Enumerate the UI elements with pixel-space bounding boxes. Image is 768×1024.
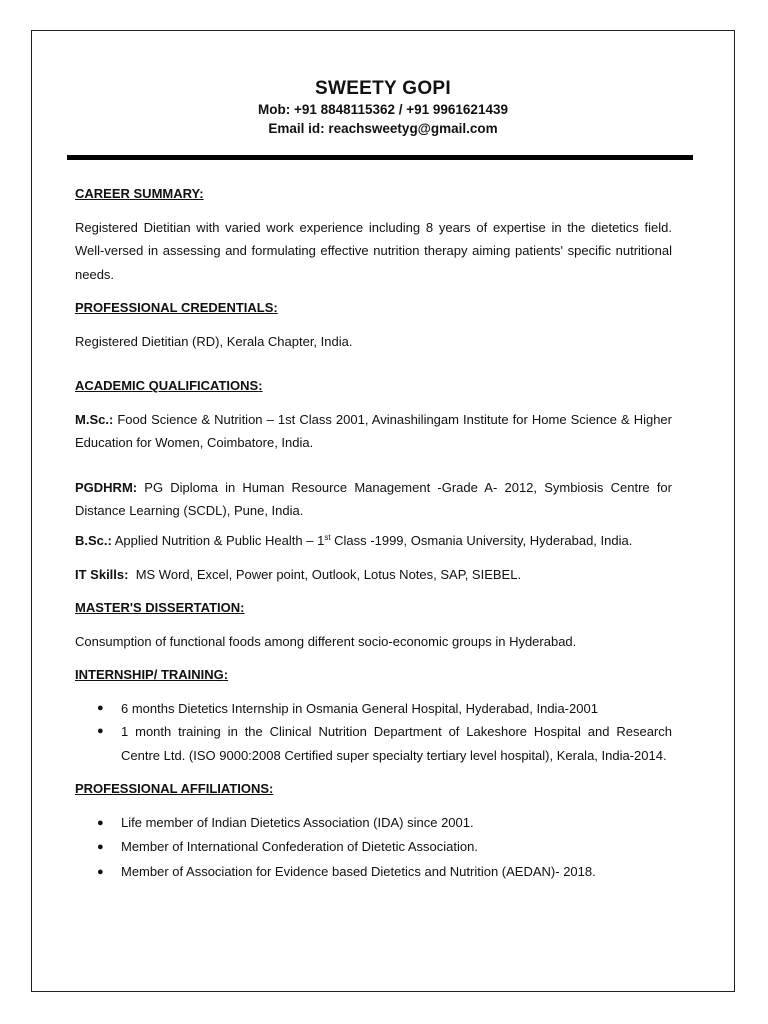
bsc-label: B.Sc.: xyxy=(75,532,112,548)
list-item: ● Member of Association for Evidence based Dietetics and Nutrition (AEDAN)- 2018. xyxy=(75,860,672,885)
pgdhrm-qualification: PGDHRM: PG Diploma in Human Resource Management -Grade A- 2012, Symbiosis Centre for Distance Learning (SCDL), Pune, India. xyxy=(75,479,672,518)
it-skills: IT Skills: MS Word, Excel, Power point, Outlook, Lotus Notes, SAP, SIEBEL. xyxy=(75,566,522,582)
dissertation-heading: MASTER'S DISSERTATION: xyxy=(75,600,245,615)
msc-qualification: M.Sc.: Food Science & Nutrition – 1st Class 2001, Avinashilingam Institute for Home Science & Higher Education for Women, Coimbatore, India. xyxy=(75,411,672,450)
it-skills-label: IT Skills: xyxy=(75,566,129,582)
mobile-numbers: Mob: +91 8848115362 / +91 9961621439 xyxy=(258,102,508,117)
msc-label: M.Sc.: xyxy=(75,411,114,427)
bullet-icon: ● xyxy=(97,865,104,878)
credentials-text: Registered Dietitian (RD), Kerala Chapter, India. xyxy=(75,333,353,349)
resume-header xyxy=(31,78,735,138)
list-item: ● Member of International Confederation of Dietetic Association. xyxy=(75,835,672,860)
affiliations-heading: PROFESSIONAL AFFILIATIONS: xyxy=(75,781,274,796)
credentials-heading: PROFESSIONAL CREDENTIALS: xyxy=(75,300,278,315)
resume-body xyxy=(75,182,672,884)
internship-list xyxy=(75,697,672,768)
candidate-name: SWEETY GOPI xyxy=(315,78,451,99)
list-item: ● Life member of Indian Dietetics Association (IDA) since 2001. xyxy=(75,811,672,836)
bullet-icon: ● xyxy=(97,816,104,829)
list-item: ● 6 months Dietetics Internship in Osmania General Hospital, Hyderabad, India-2001 xyxy=(75,697,672,721)
bsc-qualification: B.Sc.: Applied Nutrition & Public Health – 1st Class -1999, Osmania University, Hyderabad, India. xyxy=(75,532,633,548)
list-item: ● 1 month training in the Clinical Nutrition Department of Lakeshore Hospital and Research Centre Ltd. (ISO 9000:2008 Certified super specialty tertiary level hospital), Kerala, India-2014. xyxy=(75,720,672,767)
internship-heading: INTERNSHIP/ TRAINING: xyxy=(75,667,229,682)
affiliations-list xyxy=(75,811,672,885)
header-divider xyxy=(67,155,693,160)
pgdhrm-label: PGDHRM: xyxy=(75,479,138,495)
academics-heading: ACADEMIC QUALIFICATIONS: xyxy=(75,378,263,393)
bullet-icon: ● xyxy=(97,701,104,714)
bullet-icon: ● xyxy=(97,725,104,737)
dissertation-text: Consumption of functional foods among different socio-economic groups in Hyderabad. xyxy=(75,633,577,649)
career-summary-heading: CAREER SUMMARY: xyxy=(75,186,204,201)
bullet-icon: ● xyxy=(97,841,104,853)
email-address: Email id: reachsweetyg@gmail.com xyxy=(268,121,498,136)
career-summary-text: Registered Dietitian with varied work experience including 8 years of expertise in the dietetics field. Well-versed in assessing and formulating effective nutrition therapy aiming patients' specific nutritional needs. xyxy=(75,219,672,282)
